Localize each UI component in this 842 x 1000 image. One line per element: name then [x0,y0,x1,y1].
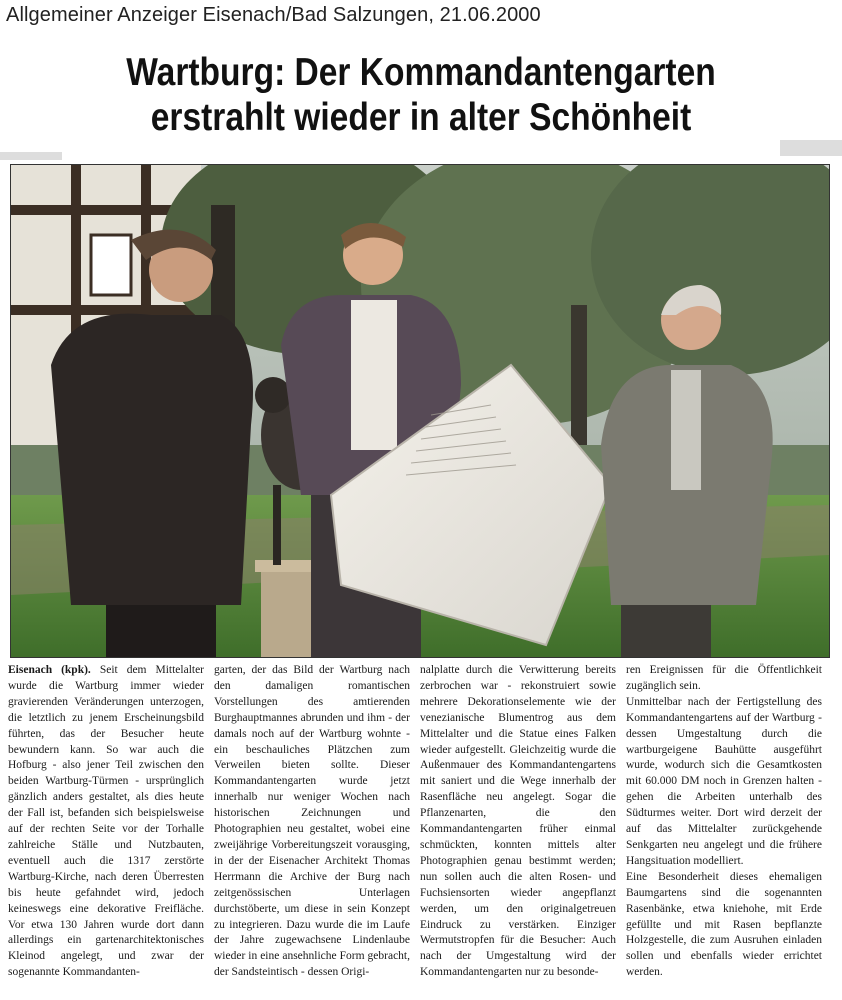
article-column-3-text: nalplatte durch die Verwitterung bereits zerbrochen war - rekonstruiert sowie mehrere Dekorationselemente wie der venezianische Blumentrog aus dem Mittelalter und die Statue eines Falken wieder aufgestellt. Gleichzeitig wurde die Außenmauer des Kommandantengartens mit saniert und die Wege innerhalb der Rasenfläche neu angelegt. Sogar die Pflanzenarten, die den Kommandantengarten früher einmal schmückten, konnten mittels alter Photographien genau bestimmt werden; nun sollen auch die alten Rosen- und Fuchsiensorten wieder angepflanzt werden, um den originalgetreuen Eindruck zu verstärken. Einziger Wermutstropfen für die Besucher: Auch nach der Umgestaltung wird der Kommandantengarten nur zu besonde- [420,664,616,979]
headline-line-1: Wartburg: Der Kommandantengarten [126,51,716,94]
source-line: Allgemeiner Anzeiger Eisenach/Bad Salzungen, 21.06.2000 [6,4,541,26]
article-column-2-text: garten, der das Bild der Wartburg nach den damaligen romantischen Vorstellungen des amtierenden Burghauptmannes abrunden und ihm - der damals noch auf der Wartburg wohnte - ein beschauliches Plätzchen zum Verweilen bieten sollte. Dieser Kommandantengarten wurde jetzt innerhalb nur weniger Wochen nach historischen Zeichnungen und Photographien neu gestaltet, wobei eine zweijährige Vorbereitungszeit vorausging, in der der Eisenacher Architekt Thomas Herrmann die Archive der Burg nach zeitgenössischen Unterlagen durchstöberte, um diese in sein Konzept zu integrieren. Dazu wurde die im Laufe der Jahre zugewachsene Lindenlaube wieder in eine ansehnliche Form gebracht, der Sandsteintisch - dessen Origi- [214,664,410,979]
article-column-1 [8,663,204,995]
article-column-4-paragraph-3: Eine Besonderheit dieses ehemaligen Baumgartens sind die sogenannten Rasenbänke, etwa kniehohe, mit Erde gefüllte und mit Rasen bepflanzte Holzgestelle, die zum Ausruhen einladen sollen und ebenfalls wieder errichtet werden. [626,870,822,979]
headline [59,50,783,140]
article-photo [10,164,830,658]
clipping-edge-mark [0,152,62,160]
article-body [8,663,830,995]
article-column-4 [626,663,822,995]
article-column-1-text: Seit dem Mittelalter wurde die Wartburg immer wieder gravierenden Veränderungen unterzogen, die letztlich zu jenem Erscheinungsbild führten, das der Besucher heute bewundern kann. So war auch die Hofburg - also jener Teil zwischen den beiden Wartburg-Türmen - ursprünglich gänzlich anders gestaltet, als dies heute der Fall ist, befanden sich beispielsweise auf der rechten Seite vor der Torhalle zahlreiche Ställe und Nutzbauten, eventuell auch die 1317 zerstörte Wartburg-Kirche, nach deren Überresten bis heute gefahndet wird, jedoch keineswegs eine dekorative Freifläche. Vor etwa 130 Jahren wurde dort dann allerdings ein gartenarchitektonisches Kleinod angelegt, und zwar der sogenannte Kommandanten- [8,664,204,979]
article-column-4-paragraph-2: Unmittelbar nach der Fertigstellung des Kommandantengartens auf der Wartburg - dessen Umgestaltung durch die wartburgeigene Bauhütte ausgeführt wurde, wodurch sich die Gesamtkosten mit 60.000 DM noch in Grenzen halten - gehen die Arbeiten unterhalb des Südturmes weiter. Dort wird derzeit der auf das Mittelalter zurückgehende Senkgarten neu angelegt und die frühere Hangsituation modelliert. [626,695,822,867]
photo-illustration [11,165,829,657]
clipping-edge-mark [780,140,842,156]
article-column-4-paragraph-1: ren Ereignissen für die Öffentlichkeit zugänglich sein. [626,664,822,692]
article-column-2 [214,663,410,995]
article-lead: Eisenach (kpk). [8,664,91,676]
article-column-3 [420,663,616,995]
headline-line-2: erstrahlt wieder in alter Schönheit [150,96,692,139]
